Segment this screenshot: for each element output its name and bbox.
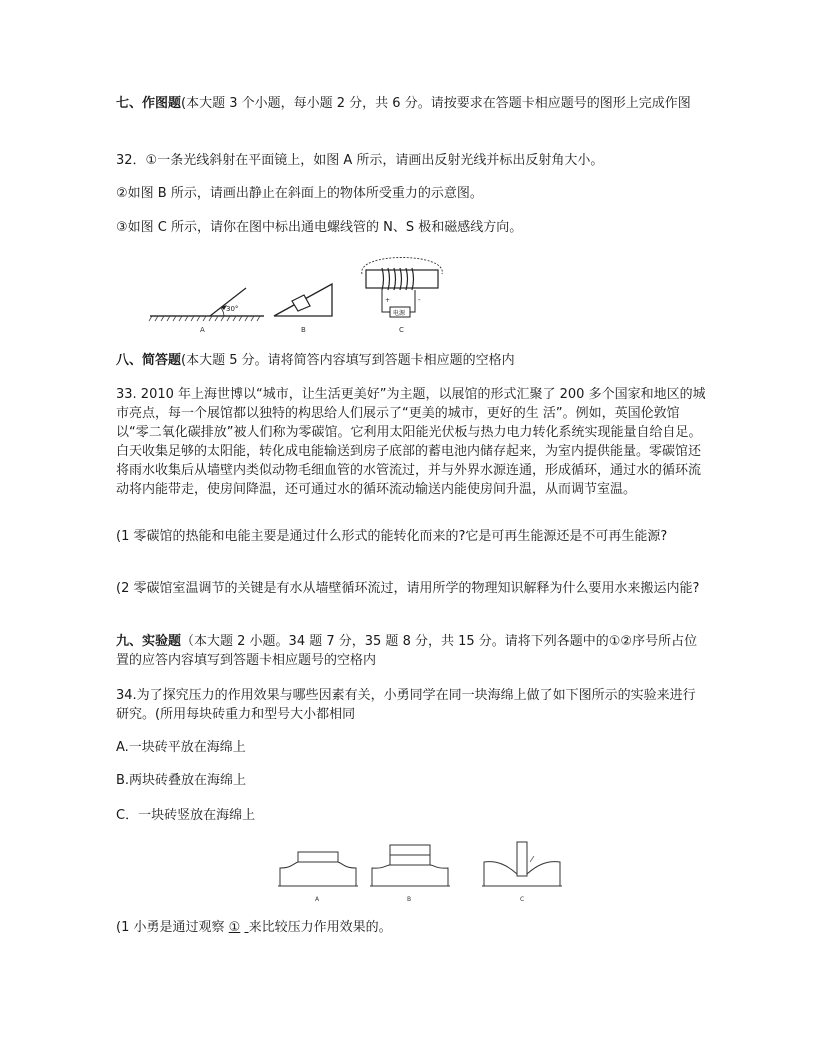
section7-instructions: (本大题 3 个小题，每小题 2 分，共 6 分。请按要求在答题卡相应题号的图形上完成作图 (181, 96, 691, 111)
stray-mark (530, 856, 534, 862)
figure-c-label: C (399, 326, 404, 334)
figure-a-label: A (200, 326, 205, 334)
section8-heading (116, 351, 706, 370)
sponge-label-b: B (407, 896, 412, 903)
battery-label: 电源 (393, 310, 406, 317)
section8-title: 八、简答题 (116, 353, 182, 368)
q34-option-c: C．一块砖竖放在海绵上 (116, 808, 256, 823)
section7-heading (116, 94, 706, 113)
figure-b-label: B (301, 326, 306, 334)
q33-passage: 33. 2010 年上海世博以“城市，让生活更美好”为主题，以展馆的形式汇聚了 200 多个国家和地区的城市亮点，每一个展馆都以独特的构思给人们展示了“更美的城市，更好的生 活”。例如，英国伦敦馆以“零二氧化碳排放”被人们称为零碳馆。它利用太阳能光伏板与热力电力转化系统实现能量自给自足。白天收集足够的太阳能，转化成电能输送到房子底部的蓄电池内储存起来，为室内提供能量。零碳馆还将雨水收集后从墙壁内类似动物毛细血管的水管流过，并与外界水源连通，形成循环，通过水的循环流动将内能带走，使房间降温，还可通过水的循环流动输送内能使房间升温，从而调节室温。 (116, 387, 706, 497)
sponge-a (278, 862, 358, 886)
q32-part2: ②如图 B 所示，请画出静止在斜面上的物体所受重力的示意图。 (116, 186, 483, 201)
plus-sign: + (385, 297, 391, 304)
q34-sub1-suffix: 来比较压力作用效果的。 (248, 920, 392, 935)
q33-sub2: (2 零碳馆室温调节的关键是有水从墙壁循环流过，请用所学的物理知识解释为什么要用水来搬运内能? (116, 581, 700, 596)
section9-instructions: （本大题 2 小题。34 题 7 分，35 题 8 分，共 15 分。请将下列各题中的①②序号所占位置的应答内容填写到答题卡相应题号的空格内 (116, 634, 698, 668)
q34-sub1 (116, 918, 706, 937)
minus-sign: - (418, 296, 421, 304)
figure-b-incline (270, 278, 340, 336)
brick-flat (298, 852, 338, 862)
q34-stem: 34.为了探究压力的作用效果与哪些因素有关，小勇同学在同一块海绵上做了如下图所示的实验来进行研究。(所用每块砖重力和型号大小都相同 (116, 688, 696, 722)
figure-a-mirror (148, 286, 266, 336)
q32-part1: 32．①一条光线斜射在平面镜上，如图 A 所示，请画出反射光线并标出反射角大小。 (116, 153, 604, 168)
section9-title: 九、实验题 (116, 634, 182, 649)
q32-part3: ③如图 C 所示，请你在图中标出通电螺线管的 N、S 极和磁感线方向。 (116, 220, 523, 235)
q34-option-a: A.一块砖平放在海绵上 (116, 740, 246, 755)
figure-sponge-bricks (272, 838, 572, 906)
sponge-label-c: C (520, 896, 525, 903)
section7-title: 七、作图题 (116, 96, 182, 111)
angle-label: 30° (226, 305, 239, 313)
q33-sub1: (1 零碳馆的热能和电能主要是通过什么形式的能转化而来的?它是可再生能源还是不可再生能源? (116, 529, 668, 544)
brick-upright (517, 842, 527, 876)
figure-c-solenoid (348, 250, 458, 338)
q34-option-b: B.两块砖叠放在海绵上 (116, 773, 247, 788)
brick-stacked-bottom (390, 855, 430, 865)
q34-sub1-prefix: (1 小勇是通过观察 (116, 920, 225, 935)
answer-blank-1: ① (228, 920, 241, 935)
sponge-b (370, 865, 450, 886)
sponge-label-a: A (315, 896, 320, 903)
brick-stacked-top (390, 845, 430, 855)
section9-heading (116, 632, 706, 670)
section8-instructions: (本大题 5 分。请将简答内容填写到答题卡相应题的空格内 (181, 353, 515, 368)
